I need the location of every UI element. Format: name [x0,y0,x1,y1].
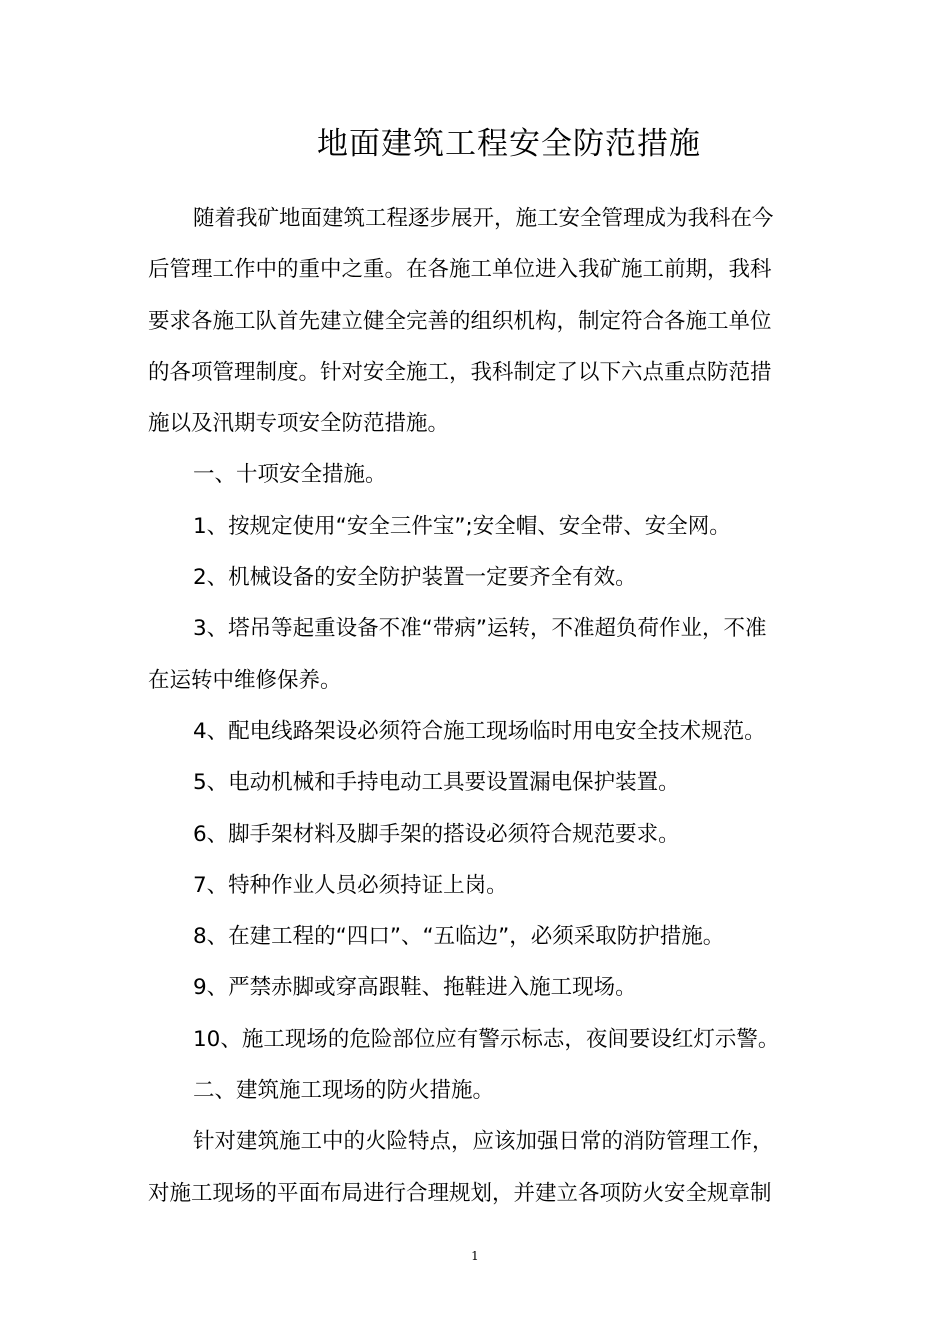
document-body [148,193,808,1219]
list-item: 7、特种作业人员必须持证上岗。 [193,872,508,898]
list-item: 1、按规定使用“安全三件宝”;安全帽、安全带、安全网。 [193,513,731,539]
document-title: 地面建筑工程安全防范措施 [317,126,701,162]
list-item: 3、塔吊等起重设备不准“带病”运转，不准超负荷作业，不准 [193,616,767,642]
list-item-continuation: 在运转中维修保养。 [148,667,342,693]
section-heading: 二、建筑施工现场的防火措施。 [193,1078,495,1104]
paragraph-line: 的各项管理制度。针对安全施工，我科制定了以下六点重点防范措 [148,359,772,385]
section-heading: 一、十项安全措施。 [193,462,387,488]
list-item: 8、在建工程的“四口”、“五临边”，必须采取防护措施。 [193,924,725,950]
paragraph-line: 后管理工作中的重中之重。在各施工单位进入我矿施工前期，我科 [148,257,772,283]
paragraph-line: 施以及汛期专项安全防范措施。 [148,411,450,437]
list-item: 10、施工现场的危险部位应有警示标志，夜间要设红灯示警。 [193,1026,780,1052]
list-item: 9、严禁赤脚或穿高跟鞋、拖鞋进入施工现场。 [193,975,637,1001]
page-number: 1 [471,1249,479,1263]
paragraph-line: 要求各施工队首先建立健全完善的组织机构，制定符合各施工单位 [148,308,772,334]
paragraph-line: 对施工现场的平面布局进行合理规划，并建立各项防火安全规章制 [148,1180,772,1206]
list-item: 2、机械设备的安全防护装置一定要齐全有效。 [193,565,637,591]
paragraph-line: 针对建筑施工中的火险特点，应该加强日常的消防管理工作， [193,1129,774,1155]
paragraph-line: 随着我矿地面建筑工程逐步展开，施工安全管理成为我科在今 [193,206,774,231]
list-item: 4、配电线路架设必须符合施工现场临时用电安全技术规范。 [193,718,766,744]
list-item: 6、脚手架材料及脚手架的搭设必须符合规范要求。 [193,821,680,847]
list-item: 5、电动机械和手持电动工具要设置漏电保护装置。 [193,770,680,796]
